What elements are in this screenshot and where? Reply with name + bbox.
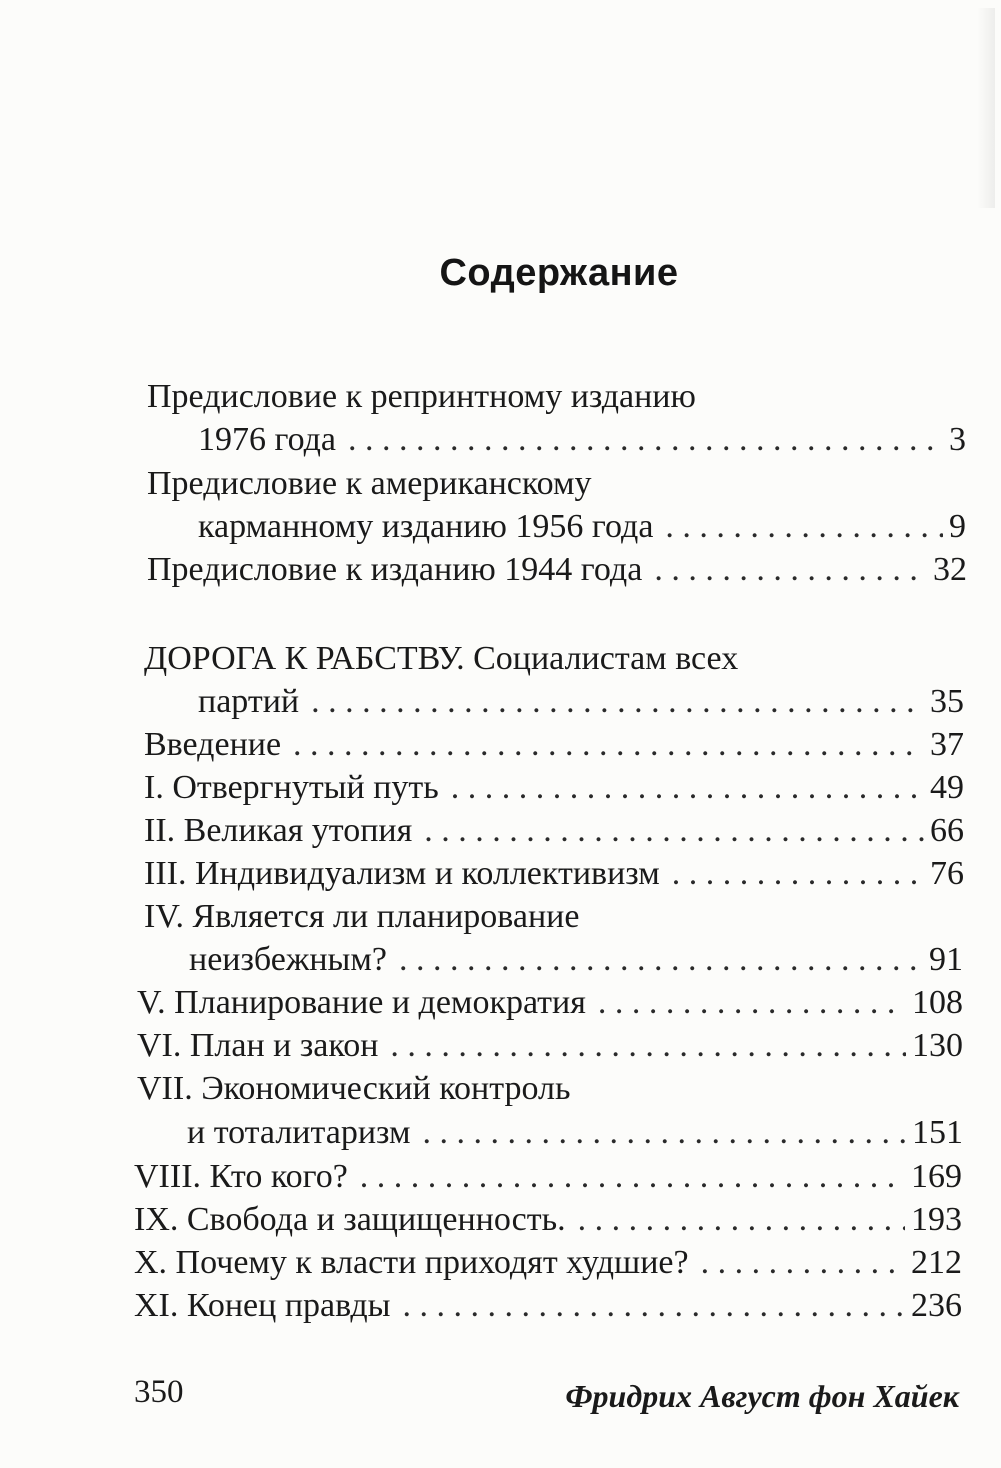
toc-entry-text: VI. План и закон [137,1027,379,1064]
toc-entry-text: карманному изданию 1956 года [198,508,654,545]
toc-line [198,508,966,552]
leader-dots [348,421,943,459]
toc-line [134,1287,962,1331]
toc-page-number: 3 [949,421,966,458]
toc-line [134,1244,962,1288]
toc-page-number: 151 [912,1114,963,1151]
toc-page-number: 130 [912,1027,963,1064]
page-number: 350 [134,1374,184,1410]
toc-entry-text: IV. Является ли планирование [144,898,580,935]
toc-line [137,1027,963,1071]
toc-page-number: 32 [933,551,967,588]
toc-line [147,378,967,422]
toc-page-number: 35 [930,683,964,720]
toc-line [198,683,964,727]
leader-dots [578,1201,905,1239]
toc-line [134,1201,962,1245]
toc-entry-text: Предисловие к репринтному изданию [147,378,696,415]
toc-line [144,812,964,856]
toc-line [189,941,963,985]
toc-line [144,855,964,899]
toc-entry-text: VII. Экономический контроль [137,1070,571,1107]
toc-page-number: 76 [930,855,964,892]
toc-entry-text: V. Планирование и демократия [137,984,586,1021]
toc-entry-text: VIII. Кто кого? [134,1158,348,1195]
leader-dots [360,1158,905,1196]
leader-dots [424,812,924,850]
toc-page-number: 37 [930,726,964,763]
leader-dots [402,1287,905,1325]
toc-entry-text: Введение [144,726,282,763]
toc-entry-text: Предисловие к изданию 1944 года [147,551,643,588]
leader-dots [311,683,924,721]
leader-dots [293,726,924,764]
toc-entry-text: ДОРОГА К РАБСТВУ. Социалистам всех [144,640,739,677]
leader-dots [672,855,924,893]
toc-entry-text: I. Отвергнутый путь [144,769,439,806]
toc-entry-text: партий [198,683,300,720]
toc-line [144,726,964,770]
toc-entry-text: III. Индивидуализм и коллективизм [144,855,660,892]
toc-line [187,1114,963,1158]
toc-entry-text: и тоталитаризм [187,1114,411,1151]
leader-dots [665,508,943,546]
toc-entry-text: X. Почему к власти приходят худшие? [134,1244,689,1281]
toc-line [137,1070,963,1114]
toc-line [144,769,964,813]
leader-dots [451,769,924,807]
page-title: Содержание [439,252,679,294]
toc-page-number: 212 [911,1244,962,1281]
toc-line [198,421,966,465]
toc-page-number: 9 [949,508,966,545]
leader-dots [399,941,923,979]
toc-line [134,1158,962,1202]
toc-page-number: 91 [929,941,963,978]
toc-entry-text: Предисловие к американскому [147,465,592,502]
toc-line [144,640,964,684]
leader-dots [423,1114,906,1152]
toc-entry-text: XI. Конец правды [134,1287,391,1324]
leader-dots [654,551,927,589]
toc-page-number: 49 [930,769,964,806]
toc-line [137,984,963,1028]
toc-page-number: 108 [912,984,963,1021]
toc-page-number: 169 [911,1158,962,1195]
toc-entry-text: II. Великая утопия [144,812,413,849]
leader-dots [390,1027,906,1065]
toc-entry-text: неизбежным? [189,941,387,978]
leader-dots [701,1244,905,1282]
toc-entry-text: IX. Свобода и защищенность. [134,1201,566,1238]
toc-page-number: 193 [911,1201,962,1238]
toc-page-number: 236 [911,1287,962,1324]
toc-page-number: 66 [930,812,964,849]
toc-line [144,898,964,942]
toc-entry-text: 1976 года [198,421,337,458]
running-footer-author: Фридрих Август фон Хайек [565,1378,959,1414]
toc-line [147,465,967,509]
leader-dots [598,984,906,1022]
toc-line [147,551,967,595]
